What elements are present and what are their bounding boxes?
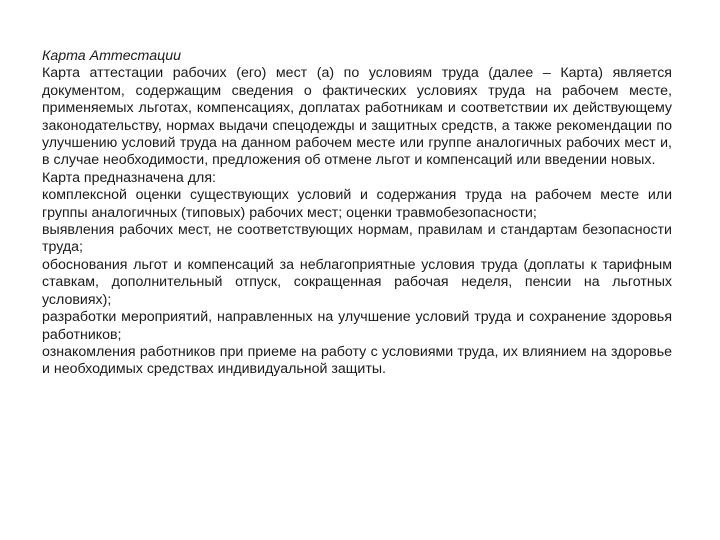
purpose-item-2: выявления рабочих мест, не соответствующих нормам, правилам и стандартам безопасности труда; xyxy=(42,222,672,256)
document-title: Карта Аттестации xyxy=(42,48,181,64)
purpose-item-5: ознакомления работников при приеме на работу с условиями труда, их влиянием на здоровье и необходимых средствах индивидуальной защиты. xyxy=(42,343,672,378)
purpose-item-1: комплексной оценки существующих условий и содержания труда на рабочем месте или группы аналогичных (типовых) рабочих мест; оценки травмобезопасности; xyxy=(42,187,672,221)
intro-paragraph: Карта аттестации рабочих (его) мест (а) по условиям труда (далее – Карта) является документом, содержащим сведения о фактических условиях труда на рабочем месте, применяемых льготах, компенсациях, доплатах работникам и соответствии их действующему законодательству, нормах выдачи спецодежды и защитных средств, а также рекомендации по улучшению условий труда на данном рабочем месте или группе аналогичных рабочих мест и, в случае необходимости, предложения об отмене льгот и компенсаций или введении новых. xyxy=(42,65,672,169)
purpose-heading: Карта предназначена для: xyxy=(42,169,216,186)
purpose-item-4: разработки мероприятий, направленных на улучшение условий труда и сохранение здоровья работников; xyxy=(42,309,672,343)
text-block xyxy=(42,48,672,379)
purpose-item-3: обоснования льгот и компенсаций за неблагоприятные условия труда (доплаты к тарифным ставкам, дополнительный отпуск, сокращенная рабочая неделя, пенсии на льготных условиях); xyxy=(42,256,672,308)
